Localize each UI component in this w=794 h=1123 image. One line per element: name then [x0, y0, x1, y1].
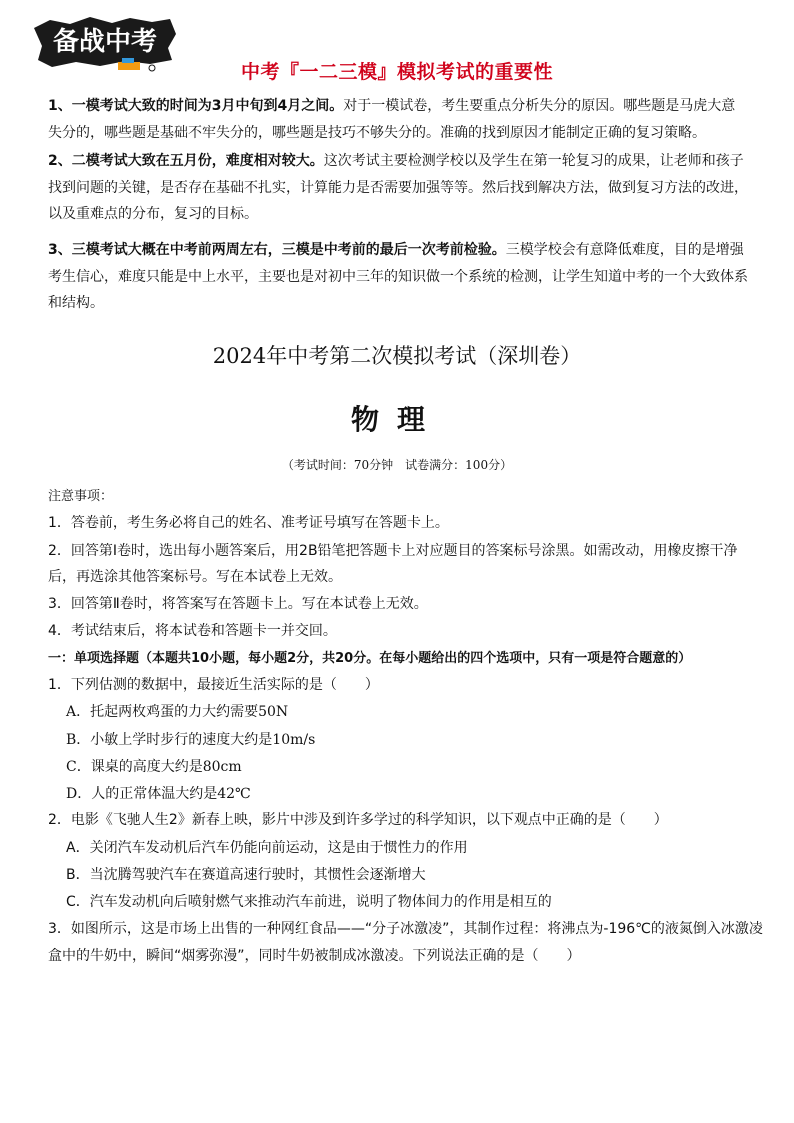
- banner-title: 中考『一二三模』模拟考试的重要性: [240, 61, 553, 83]
- exam-title: 2024年中考第二次模拟考试（深圳卷）: [212, 344, 582, 368]
- intro-1-lead: 1、一模考试大致的时间为3月中旬到4月之间。: [48, 98, 344, 114]
- question-2-option-c: C．汽车发动机向后喷射燃气来推动汽车前进，说明了物体间力的作用是相互的: [66, 894, 552, 910]
- question-1-option-a: A．托起两枚鸡蛋的力大约需要50N: [66, 704, 289, 720]
- intro-3-line3: 和结构。: [48, 295, 104, 311]
- question-3-stem-line1: 3．如图所示，这是市场上出售的一种网红食品——“分子冰激凌”，其制作过程：将沸点为-196℃的液氮倒入冰激凌: [48, 921, 763, 937]
- question-2-option-a: A．关闭汽车发动机后汽车仍能向前运动，这是由于惯性力的作用: [66, 840, 468, 856]
- section-1-heading: 一：单项选择题（本题共10小题，每小题2分，共20分。在每小题给出的四个选项中，只有一项是符合题意的）: [48, 651, 692, 666]
- exam-subject: 物理: [350, 403, 443, 436]
- question-3-stem-line2: 盒中的牛奶中，瞬间“烟雾弥漫”，同时牛奶被制成冰激凌。下列说法正确的是（ ）: [48, 948, 581, 964]
- intro-3-line2: 考生信心，难度只能是中上水平，主要也是对初中三年的知识做一个系统的检测，让学生知道中考的一个大致体系: [48, 268, 748, 285]
- intro-3-lead: 3、三模考试大概在中考前两周左右，三模是中考前的最后一次考前检验。: [48, 242, 506, 258]
- note-item-4: 4．考试结束后，将本试卷和答题卡一并交回。: [48, 623, 337, 639]
- intro-2-line2: 找到问题的关键，是否存在基础不扎实，计算能力是否需要加强等等。然后找到解决方法，做到复习方法的改进，: [48, 179, 748, 196]
- intro-2-lead: 2、二模考试大致在五月份，难度相对较大。: [48, 153, 324, 169]
- intro-1-line2: 失分的，哪些题是基础不牢失分的，哪些题是技巧不够失分的。准确的找到原因才能制定正确的复习策略。: [48, 124, 706, 141]
- question-1-option-d: D．人的正常体温大约是42℃: [66, 786, 251, 802]
- intro-paragraph-3: [48, 237, 752, 317]
- intro-2-line3: 以及重难点的分布，复习的目标。: [48, 206, 258, 222]
- intro-paragraph-2: [48, 148, 752, 228]
- note-item-2: 2．回答第Ⅰ卷时，选出每小题答案后，用2B铅笔把答题卡上对应题目的答案标号涂黑。如需改动，用橡皮擦干净: [48, 543, 738, 559]
- logo-text: 备战中考: [52, 27, 158, 57]
- question-1-stem: 1．下列估测的数据中，最接近生活实际的是（ ）: [48, 677, 379, 693]
- question-2-option-b: B．当沈腾驾驶汽车在赛道高速行驶时，其惯性会逐渐增大: [66, 867, 426, 883]
- notes-heading: 注意事项：: [48, 489, 114, 504]
- note-item-1: 1．答卷前，考生务必将自己的姓名、准考证号填写在答题卡上。: [48, 515, 449, 531]
- exam-info: （考试时间：70分钟 试卷满分：100分）: [281, 458, 513, 472]
- question-1-option-b: B．小敏上学时步行的速度大约是10m/s: [66, 732, 316, 748]
- note-item-3: 3．回答第Ⅱ卷时，将答案写在答题卡上。写在本试卷上无效。: [48, 596, 428, 612]
- intro-paragraph-1: [48, 93, 752, 146]
- intro-2-text: 这次考试主要检测学校以及学生在第一轮复习的成果，让老师和孩子: [323, 153, 744, 169]
- intro-3-text: 三模学校会有意降低难度，目的是增强: [505, 242, 744, 258]
- question-1-option-c: C．课桌的高度大约是80cm: [66, 759, 242, 775]
- intro-1-text: 对于一模试卷，考生要重点分析失分的原因。哪些题是马虎大意: [343, 98, 736, 114]
- note-item-2-cont: 后，再选涂其他答案标号。写在本试卷上无效。: [48, 569, 342, 585]
- question-2-stem: 2．电影《飞驰人生2》新春上映，影片中涉及到许多学过的科学知识，以下观点中正确的是（ ）: [48, 812, 668, 828]
